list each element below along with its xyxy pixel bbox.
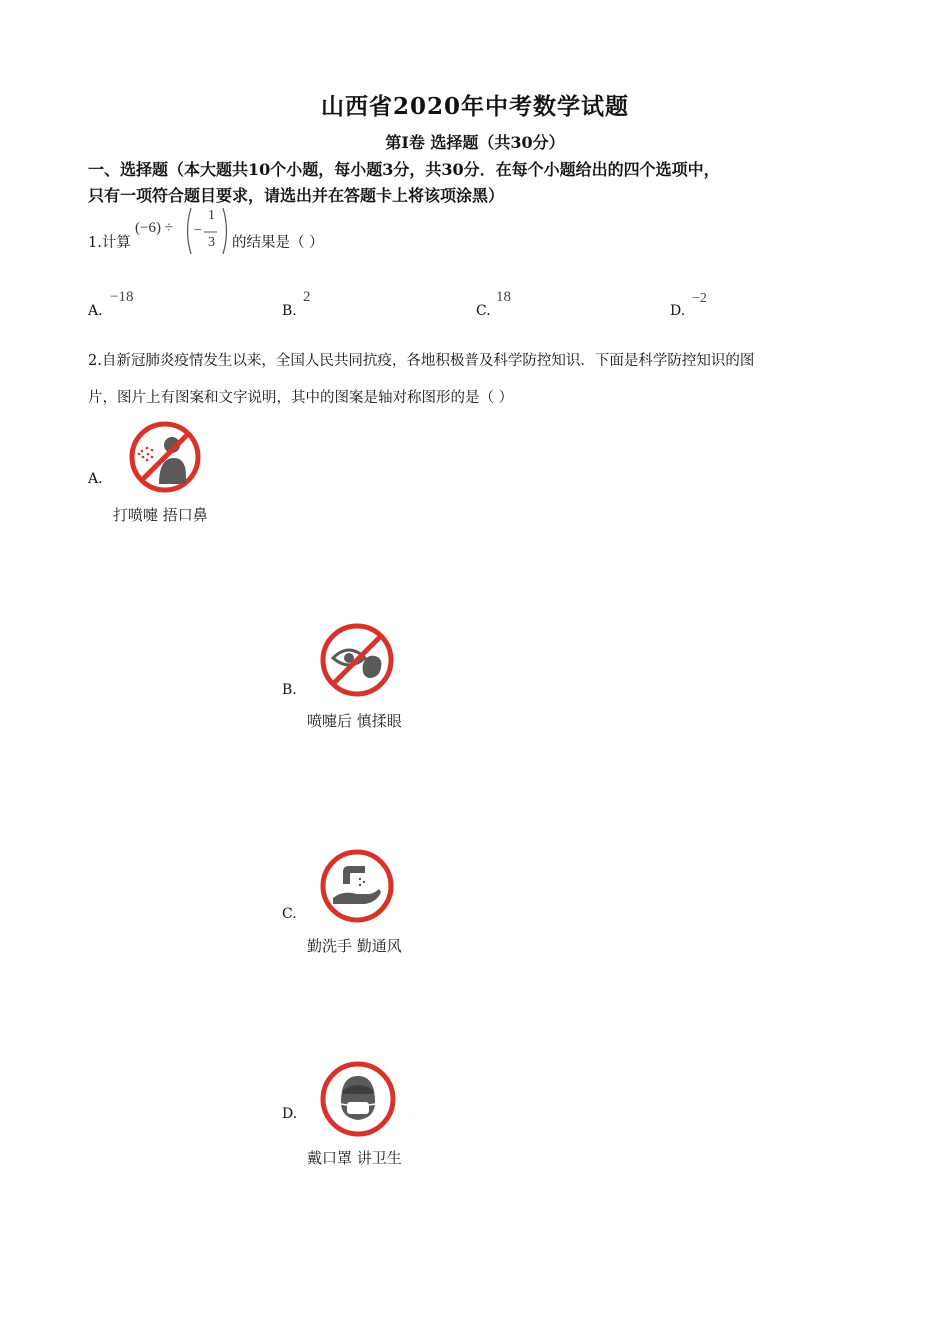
q1-frac-numerator: 1 [208,208,215,223]
q1-option-a-value: −18 [110,289,134,305]
q2-option-a-caption: 打喷嚏 捂口鼻 [113,506,208,524]
q1-option-c-value: 18 [496,289,511,305]
q1-minus: − [194,223,202,238]
page-title: 山西省2020年中考数学试题 [320,93,629,120]
wear-mask-icon [317,1058,399,1140]
q1-option-d-label: D. [670,303,686,319]
no-sneeze-icon [126,418,204,496]
q2-option-d-caption: 戴口罩 讲卫生 [307,1149,402,1167]
q2-option-a-label: A. [88,471,103,487]
q1-option-c-label: C. [476,303,491,319]
q1-option-b-label: B. [282,303,297,319]
q1-prefix: 1.计算 [88,235,131,251]
q1-suffix: 的结果是（ ） [232,235,324,251]
q1-paren-fraction [183,206,231,256]
no-rub-eye-icon [317,620,397,700]
section-instructions-line1: 一、选择题（本大题共10个小题，每小题3分，共30分．在每个小题给出的四个选项中， [88,160,720,179]
q1-frac-denominator: 3 [208,235,215,250]
section-subtitle: 第Ⅰ卷 选择题（共30分） [385,133,565,152]
section-instructions-line2: 只有一项符合题目要求，请选出并在答题卡上将该项涂黑） [88,186,505,205]
q2-stem-line1: 2.自新冠肺炎疫情发生以来，全国人民共同抗疫，各地积极普及科学防控知识．下面是科学防控知识的图 [88,353,755,369]
q2-option-b-caption: 喷嚏后 慎揉眼 [307,712,402,730]
q1-option-a-label: A. [88,303,103,319]
wash-hands-icon [317,846,397,926]
q2-option-c-label: C. [282,906,297,922]
q1-expr-left: (−6) ÷ [135,220,173,236]
q2-stem-line2: 片，图片上有图案和文字说明，其中的图案是轴对称图形的是（ ） [88,390,514,406]
q2-option-d-label: D. [282,1106,298,1122]
q2-option-b-label: B. [282,682,297,698]
q2-option-c-caption: 勤洗手 勤通风 [307,937,402,955]
q1-option-b-value: 2 [303,289,311,305]
q1-option-d-value: −2 [692,291,707,306]
